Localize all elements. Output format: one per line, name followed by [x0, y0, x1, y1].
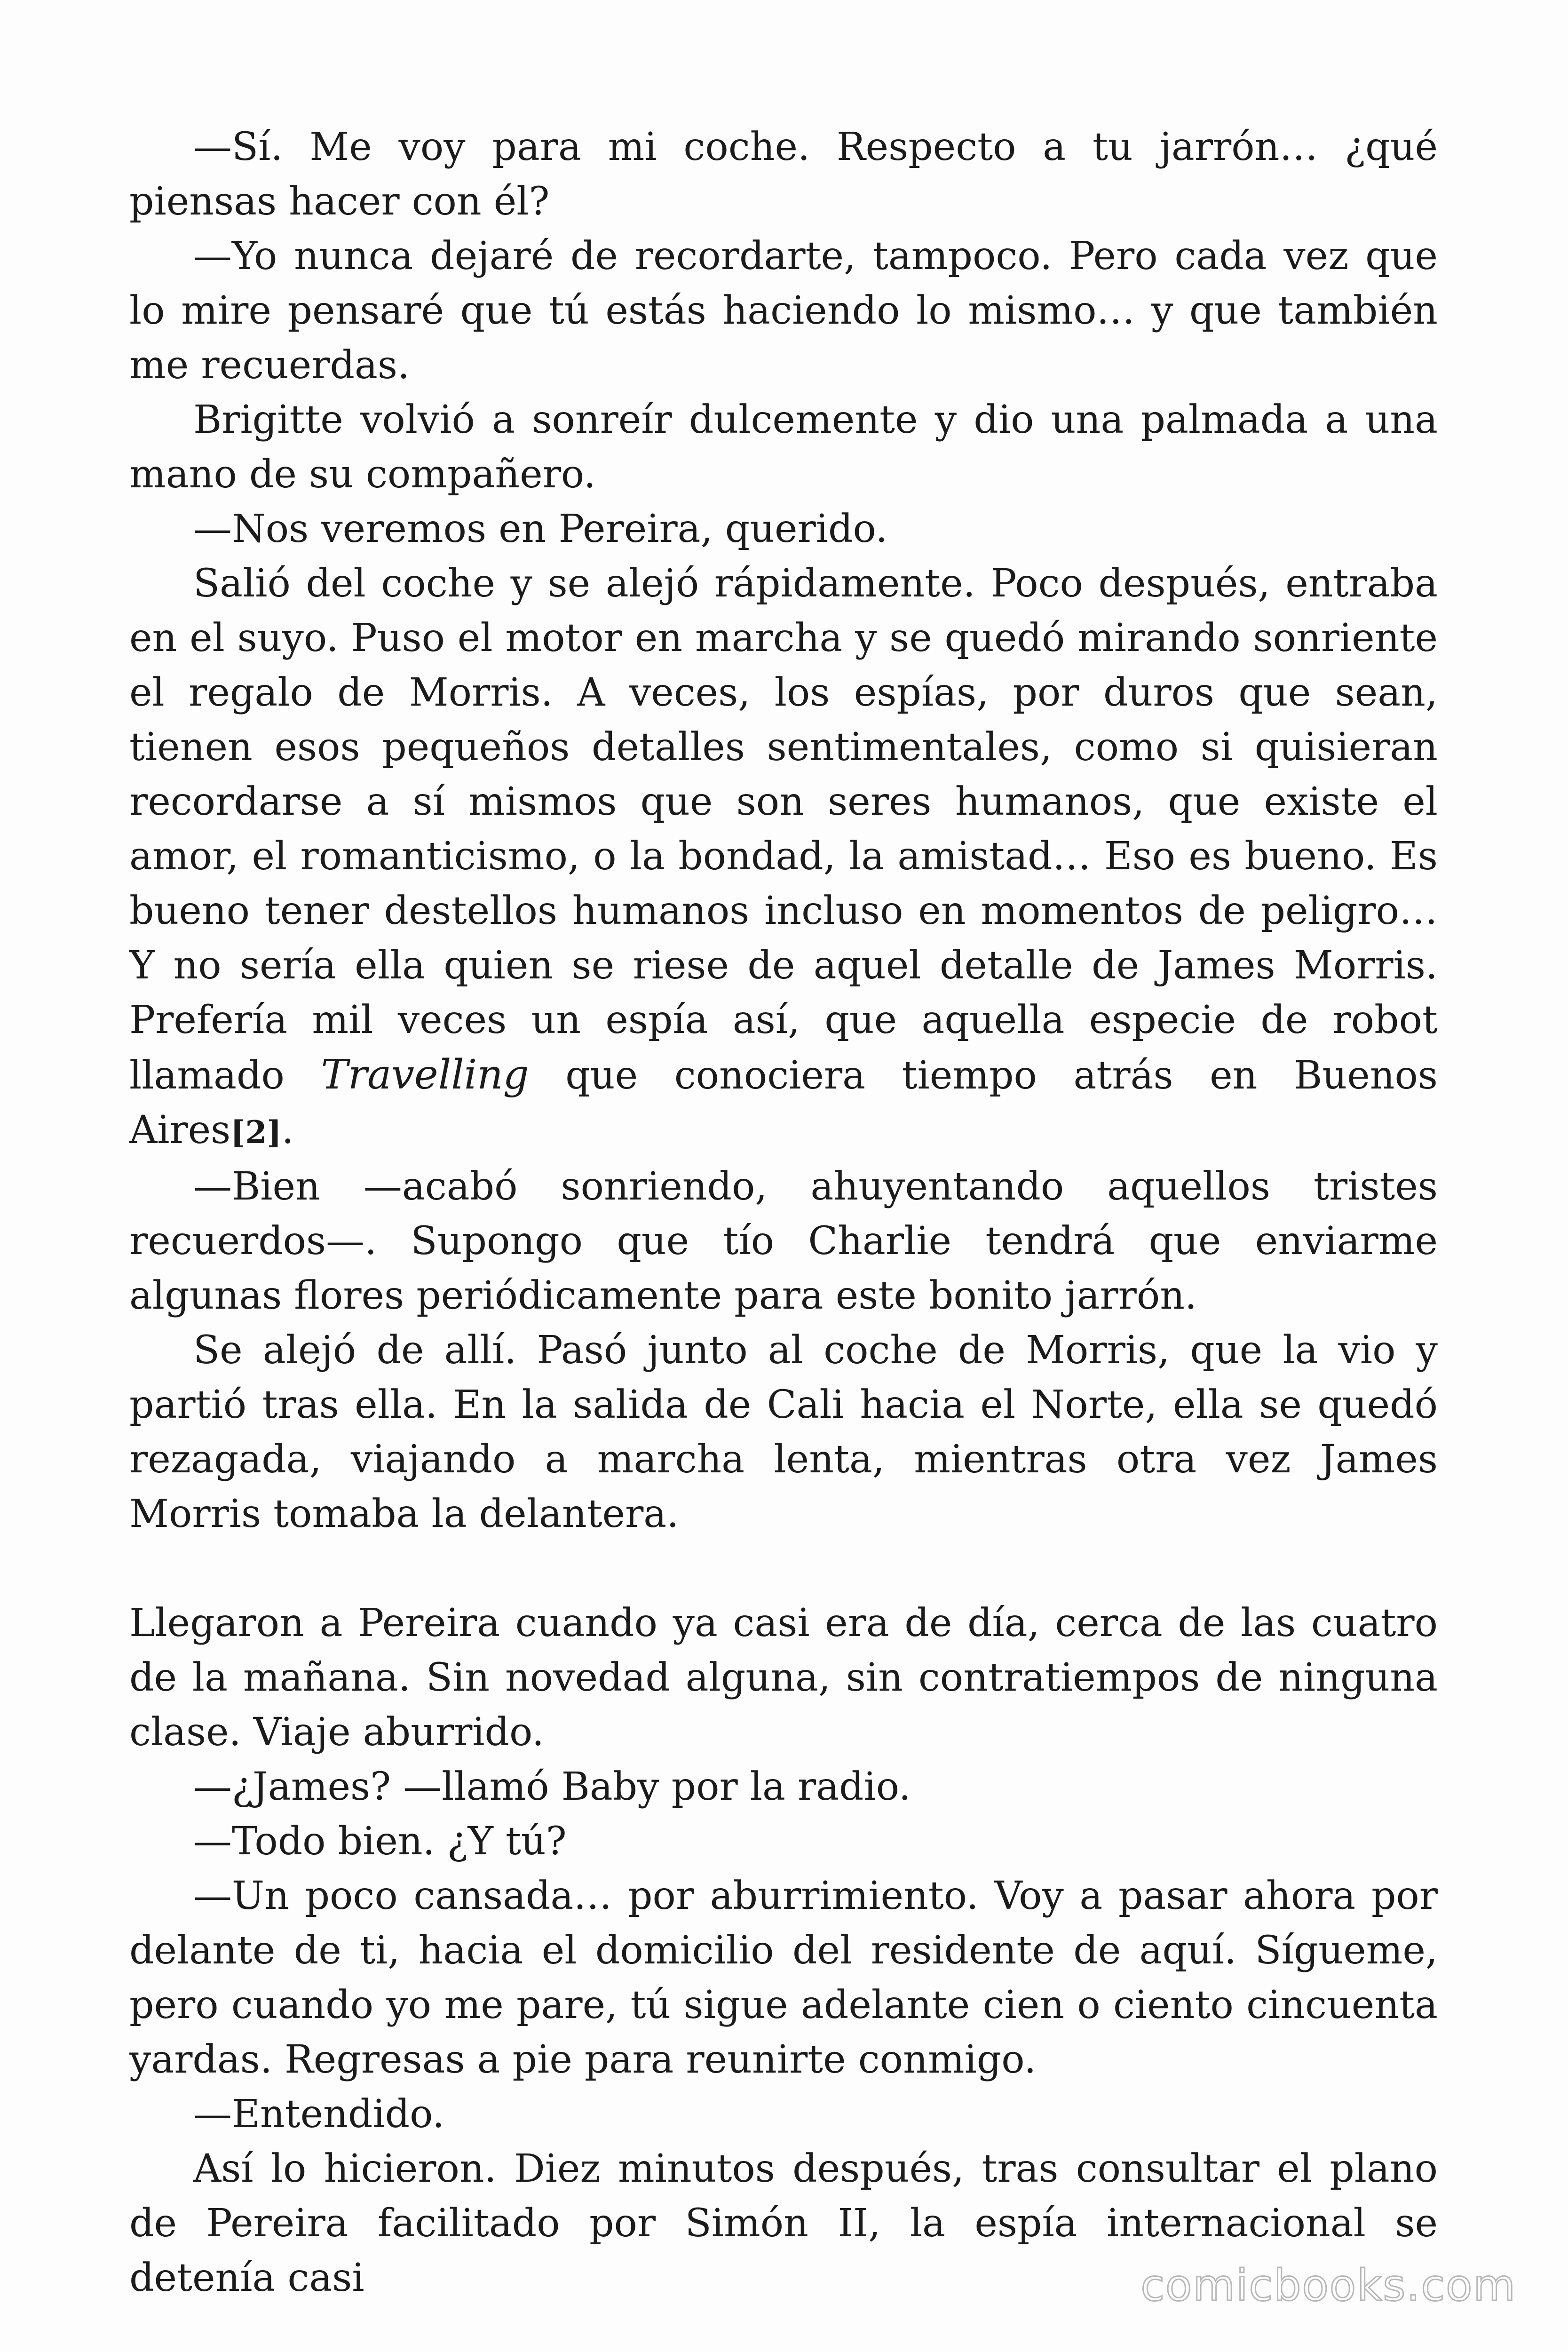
paragraph-5-after: que conociera tiempo atrás en Buenos Aires	[129, 1053, 1438, 1152]
paragraph-13: Así lo hicieron. Diez minutos después, tras consultar el plano de Pereira facilitado por Simón II, la espía internacional se detenía casi	[129, 2146, 1438, 2300]
paragraph-12: —Entendido.	[193, 2092, 445, 2137]
paragraph-7: Se alejó de allí. Pasó junto al coche de Morris, que la vio y partió tras ella. En la salida de Cali hacia el Norte, ella se quedó rezagada, viajando a marcha lenta, mientras otra vez James Morris tomaba la delantera.	[129, 1328, 1438, 1536]
paragraph-10: —Todo bien. ¿Y tú?	[193, 1819, 567, 1864]
paragraph-1: —Sí. Me voy para mi coche. Respecto a tu jarrón… ¿qué piensas hacer con él?	[129, 125, 1438, 224]
paragraph-4: —Nos veremos en Pereira, querido.	[193, 507, 888, 551]
body-text	[129, 120, 1438, 2305]
paragraph-5-text: Salió del coche y se alejó rápidamente. Poco después, entraba en el suyo. Puso el motor en marcha y se quedó mirando sonriente el regalo de Morris. A veces, los espías, por duros que sean, tienen esos pequeños detalles sentimentales, como si quisieran recordarse a sí mismos que son seres humanos, que existe el amor, el romanticismo, o la bondad, la amistad… Eso es bueno. Es bueno tener destellos humanos incluso en momentos de peligro… Y no sería ella quien se riese de aquel detalle de James Morris. Prefería mil veces un espía así, que aquella especie de robot llamado	[129, 561, 1438, 1098]
paragraph-3: Brigitte volvió a sonreír dulcemente y dio una palmada a una mano de su compañero.	[129, 397, 1438, 497]
paragraph-5	[129, 556, 1438, 1160]
paragraph-5-end: .	[281, 1108, 294, 1152]
paragraph-11: —Un poco cansada… por aburrimiento. Voy a pasar ahora por delante de ti, hacia el domicilio del residente de aquí. Sígueme, pero cuando yo me pare, tú sigue adelante cien o ciento cincuenta yardas. Regresas a pie para reunirte conmigo.	[129, 1874, 1438, 2082]
paragraph-8: Llegaron a Pereira cuando ya casi era de día, cerca de las cuatro de la mañana. Sin novedad alguna, sin contratiempos de ninguna clase. Viaje aburrido.	[129, 1601, 1438, 1755]
italic-name: Travelling	[321, 1051, 529, 1098]
footnote-link[interactable]: [2]	[230, 1114, 282, 1151]
watermark-text: comicbooks.com	[1140, 2260, 1516, 2311]
paragraph-6: —Bien —acabó sonriendo, ahuyentando aquellos tristes recuerdos—. Supongo que tío Charlie tendrá que enviarme algunas flores periódicamente para este bonito jarrón.	[129, 1164, 1438, 1318]
paragraph-2: —Yo nunca dejaré de recordarte, tampoco. Pero cada vez que lo mire pensaré que tú estás haciendo lo mismo… y que también me recuerdas.	[129, 234, 1438, 388]
paragraph-9: —¿James? —llamó Baby por la radio.	[193, 1764, 911, 1809]
